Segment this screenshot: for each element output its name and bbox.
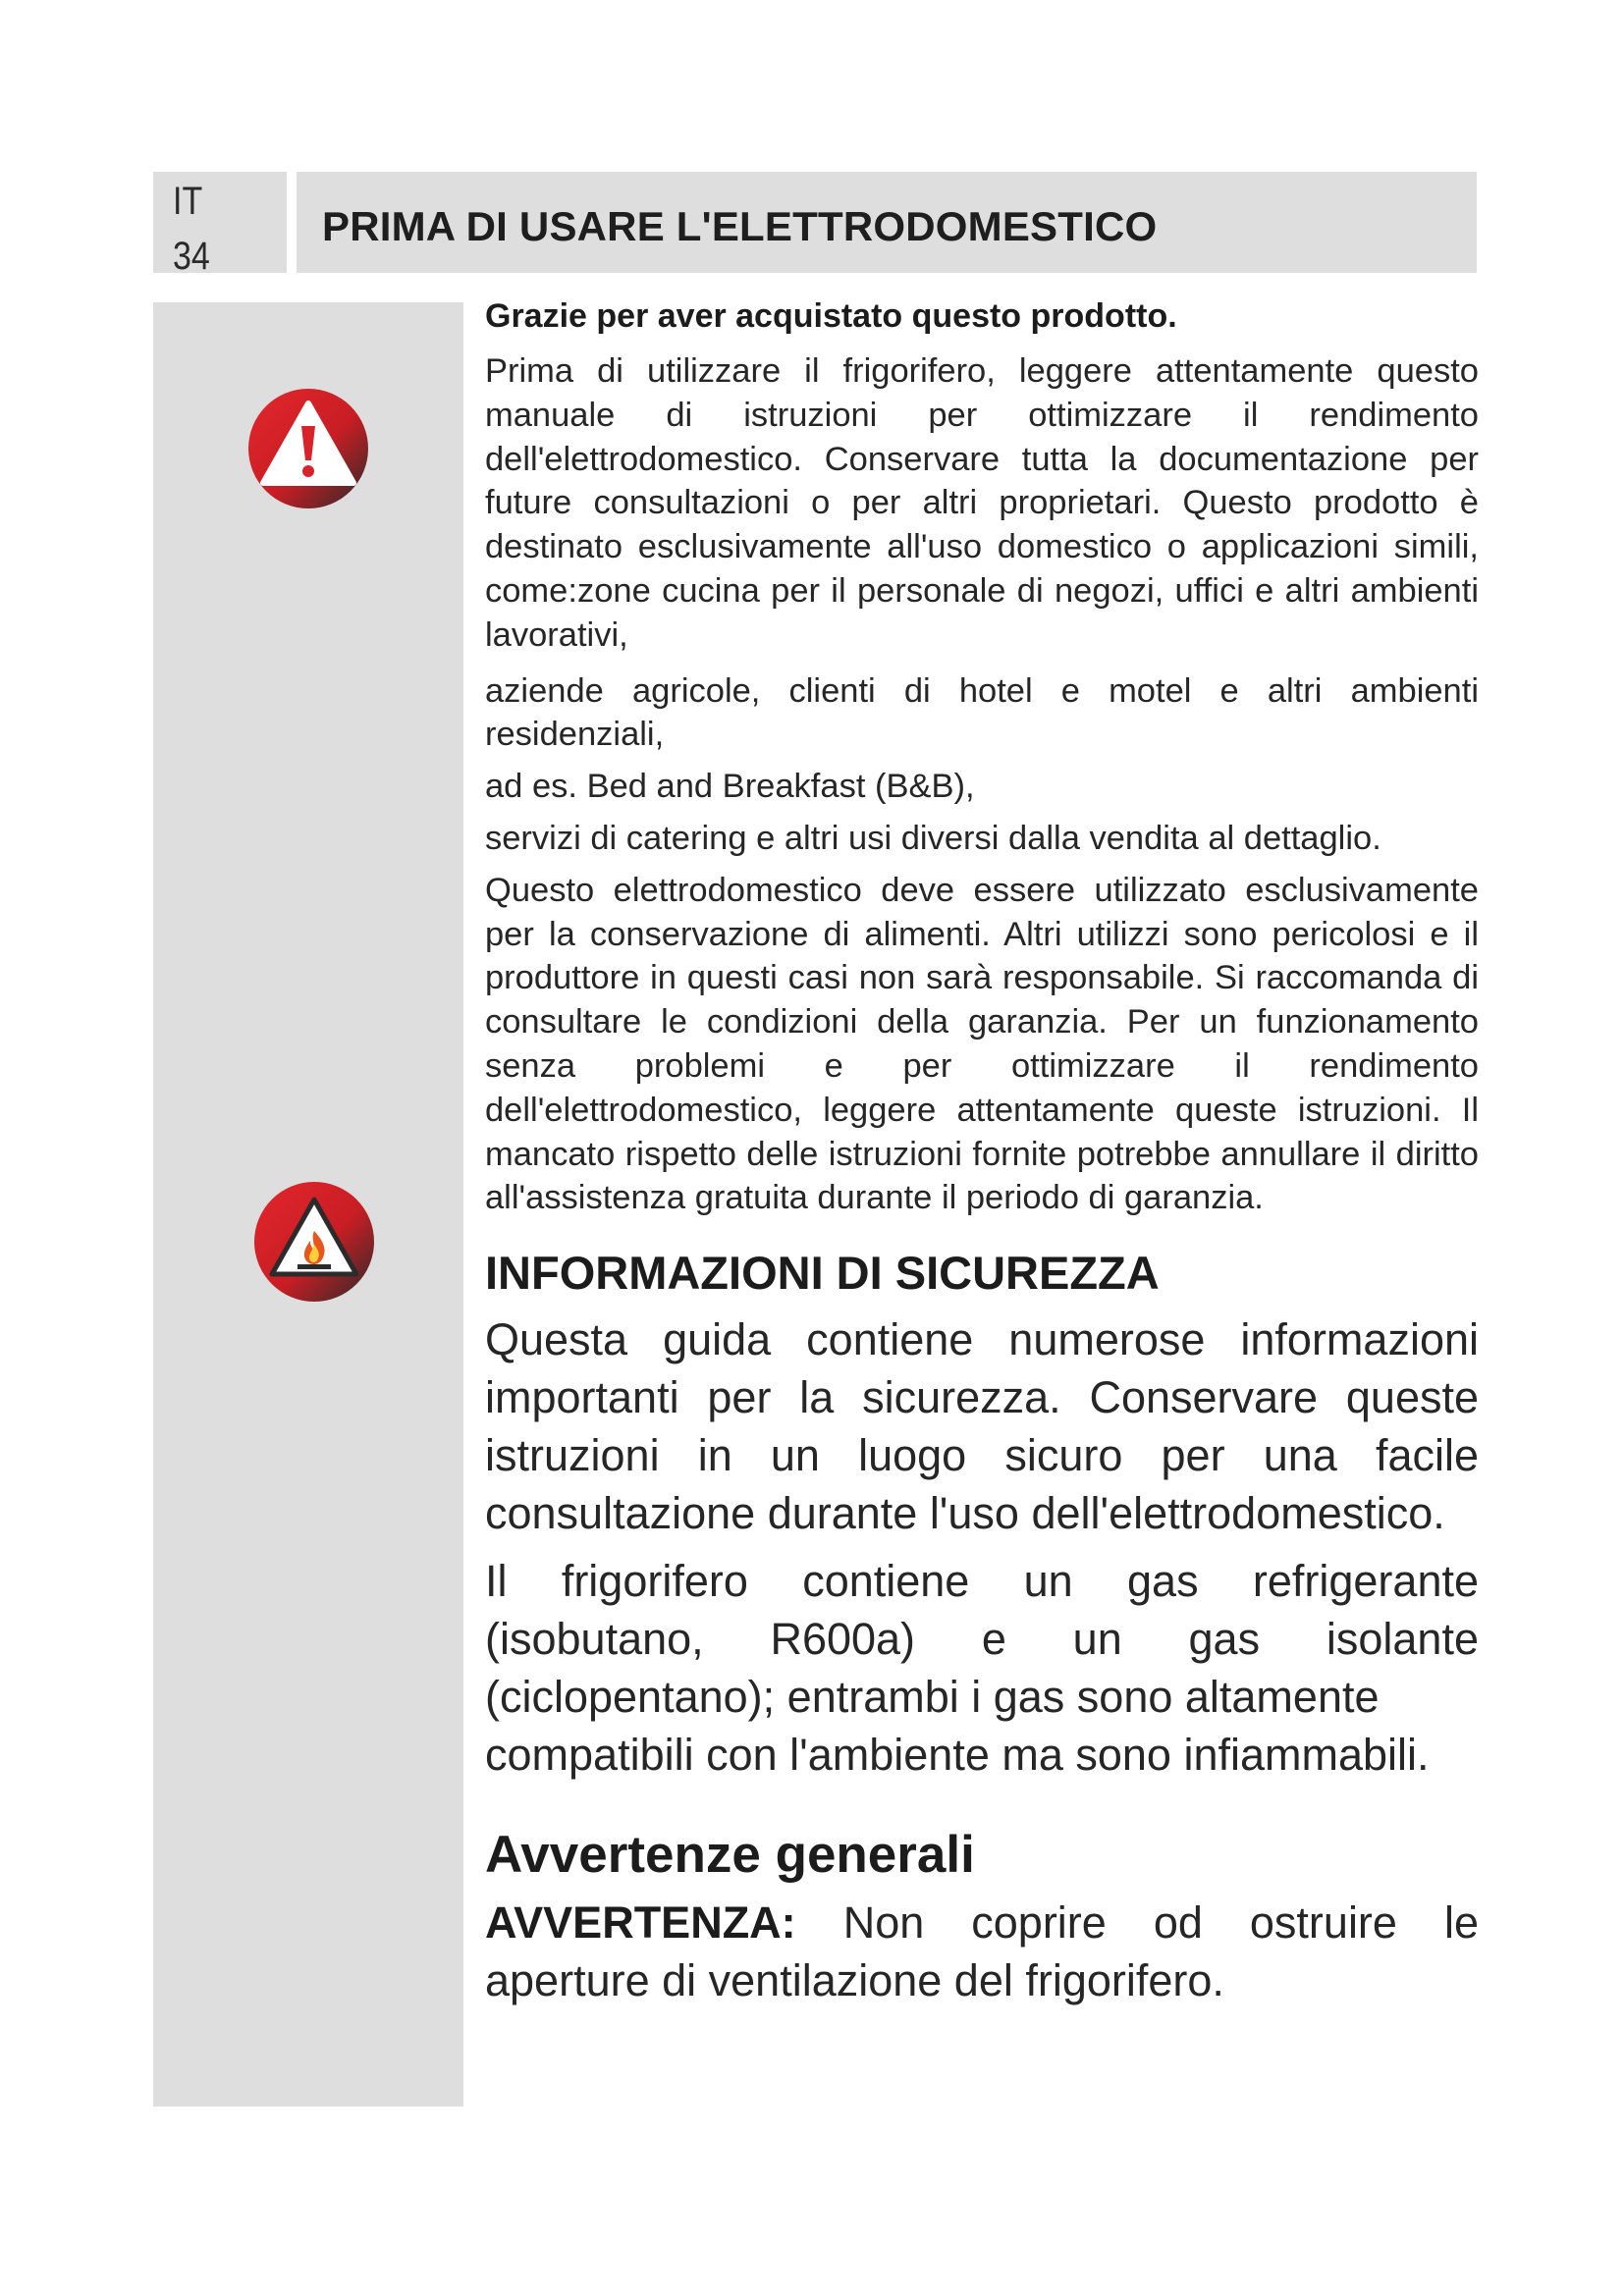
warning-text: Non coprire od ostruire le aperture di ventilazione del frigorifero.: [485, 1897, 1479, 2006]
page-label-box: [153, 172, 287, 278]
intro-paragraph: Prima di utilizzare il frigorifero, leggere attentamente questo manuale di istruzioni per ottimizzare il rendimento dell'elettrodomestico. Conservare tutta la documentazione per future consultazioni o per altri proprietari. Questo prodotto è destinato esclusivamente all'uso domestico o applicazioni simili, come:zone cucina per il personale di negozi, uffici e altri ambienti lavorativi,: [485, 352, 1479, 654]
safety-paragraph: Questa guida contiene numerose informazioni importanti per la sicurezza. Conservare queste istruzioni in un luogo sicuro per una facile consultazione durante l'uso dell'elettrodomestico.: [485, 1314, 1479, 1539]
general-warnings-heading: Avvertenze generali: [485, 1826, 975, 1885]
intro-paragraph: ad es. Bed and Breakfast (B&B),: [485, 768, 975, 806]
sidebar-column: [153, 302, 463, 2107]
general-warning-paragraph: [485, 1894, 1479, 2009]
page-title: PRIMA DI USARE L'ELETTRODOMESTICO: [322, 202, 1158, 249]
language-code: IT: [173, 180, 203, 223]
section-title-bar: [297, 172, 1477, 273]
intro-paragraph: servizi di catering e altri usi diversi dalla vendita al dettaglio.: [485, 819, 1381, 857]
intro-paragraph: aziende agricole, clienti di hotel e motel e altri ambienti residenziali,: [485, 671, 1479, 754]
warning-triangle-icon: [246, 387, 370, 510]
warning-label: AVVERTENZA:: [485, 1897, 796, 1949]
intro-heading: Grazie per aver acquistato questo prodotto.: [485, 297, 1177, 335]
safety-heading: INFORMAZIONI DI SICUREZZA: [485, 1247, 1160, 1300]
page-number: 34: [173, 235, 210, 278]
safety-paragraph-end: compatibili con l'ambiente ma sono infiammabili.: [485, 1730, 1430, 1781]
intro-paragraph: Questo elettrodomestico deve essere utilizzato esclusivamente per la conservazione di alimenti. Altri utilizzi sono pericolosi e il produttore in questi casi non sarà responsabile. Si raccomanda di consultare le condizioni della garanzia. Per un funzionamento senza problemi e per ottimizzare il rendimento dell'elettrodomestico, leggere attentamente queste istruzioni. Il mancato rispetto delle istruzioni fornite potrebbe annullare il diritto all'assistenza gratuita durante il periodo di garanzia.: [485, 871, 1479, 1217]
main-content: [485, 294, 1479, 2019]
safety-paragraph: Il frigorifero contiene un gas refrigerante (isobutano, R600a) e un gas isolante (ciclopentano); entrambi i gas sono altamente: [485, 1556, 1479, 1723]
flammable-warning-icon: [252, 1180, 376, 1304]
